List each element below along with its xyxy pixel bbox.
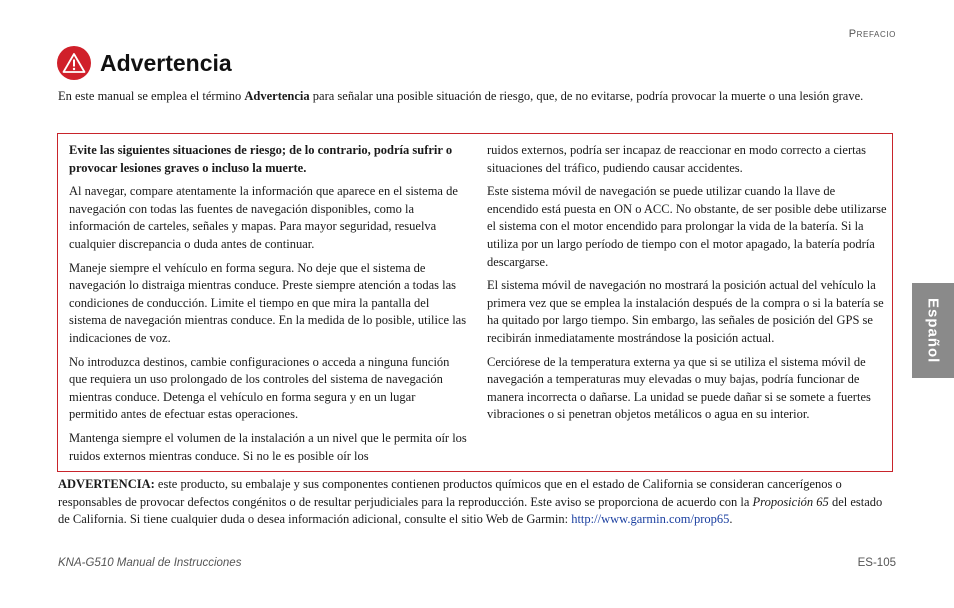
warning-paragraph: No introduzca destinos, cambie configuraciones o acceda a ninguna función que requiera un uso prolongado de los controles del sistema de navegación mientras conduce. Detenga el vehículo en forma segura y en un lugar permitido antes de efectuar estas operaciones. (69, 354, 450, 422)
california-warning-text: este producto, su embalaje y sus componentes contienen productos químicos que en el estado de California se consideran cancerígenos o responsables de provocar defectos congénitos o de resultar perjudiciales para la reproducción. Este aviso se proporciona de acuerdo con la (58, 477, 842, 509)
warning-column-right (487, 142, 887, 430)
warning-triangle-icon (57, 46, 91, 80)
footer-page-number: ES-105 (857, 557, 896, 569)
garmin-prop65-link[interactable]: http://www.garmin.com/prop65 (571, 512, 730, 527)
page-title: Advertencia (100, 49, 232, 76)
warning-paragraph: Maneje siempre el vehículo en forma segura. No deje que el sistema de navegación lo distraiga mientras conduce. Preste siempre atención a todas las condiciones de conducción. Limite el tiempo en que mira la pantalla del sistema de navegación mientras conduce. En la medida de lo posible, utilice las indicaciones de voz. (69, 260, 467, 345)
section-header: Prefacio (848, 28, 896, 40)
california-warning (58, 476, 888, 529)
title-row (57, 46, 232, 80)
intro-before: En este manual se emplea el término (58, 89, 245, 103)
footer-manual-title: KNA-G510 Manual de Instrucciones (58, 557, 242, 569)
warning-paragraph: Mantenga siempre el volumen de la instalación a un nivel que le permita oír los ruidos externos mientras conduce. Si no le es posible oír los (69, 430, 467, 463)
warning-paragraph: ruidos externos, podría ser incapaz de reaccionar en modo correcto a ciertas situaciones del tráfico, pudiendo causar accidentes. (487, 143, 866, 175)
california-warning-end: . (729, 512, 733, 527)
warning-paragraph: Al navegar, compare atentamente la información que aparece en el sistema de navegación con todas las fuentes de navegación disponibles, como la información de carteles, señales y mapas. Para mayor seguridad, resuelva cualquier discrepancia o duda antes de continuar. (69, 184, 458, 251)
warning-paragraph: Cerciórese de la temperatura externa ya que si se utiliza el sistema móvil de navegación a temperaturas muy elevadas o muy bajas, podría funcionar de manera incorrecta o dañarse. La unidad se puede dañar si se somete a fuertes vibraciones o si penetran objetos metálicos o agua en su interior. (487, 354, 871, 422)
intro-term: Advertencia (244, 89, 310, 103)
warning-box (57, 133, 893, 472)
intro-paragraph (58, 87, 888, 105)
warning-column-left (69, 142, 467, 471)
proposition-65: Proposición 65 (752, 494, 829, 509)
language-tab (912, 283, 954, 378)
warning-heading: Evite las siguientes situaciones de riesgo; de lo contrario, podría sufrir o provocar lesiones graves o incluso la muerte. (69, 143, 453, 175)
language-tab-label: Español (924, 297, 942, 364)
california-warning-text-2: del estado de California. Si tiene cualquier duda o desea información adicional, consulte el sitio Web de Garmin: (58, 494, 883, 527)
warning-paragraph: El sistema móvil de navegación no mostrará la posición actual del vehículo la primera vez que se emplea la instalación después de la compra o si la batería se ha quitado por largo tiempo. Sin embargo, las señales de posición del GPS se recibirán inmediatamente mostrándose la posición actual. (487, 278, 884, 345)
intro-after: para señalar una posible situación de riesgo, que, de no evitarse, podría provocar la muerte o una lesión grave. (309, 89, 864, 103)
warning-paragraph: Este sistema móvil de navegación se puede utilizar cuando la llave de encendido está puesta en ON o ACC. No obstante, de ser posible debe utilizarse el sistema con el motor encendido para prolongar la vida de la batería. Si la utiliza por un largo período de tiempo con el motor apagado, la batería podría descargarse. (487, 184, 887, 269)
california-warning-label: ADVERTENCIA: (58, 477, 155, 491)
